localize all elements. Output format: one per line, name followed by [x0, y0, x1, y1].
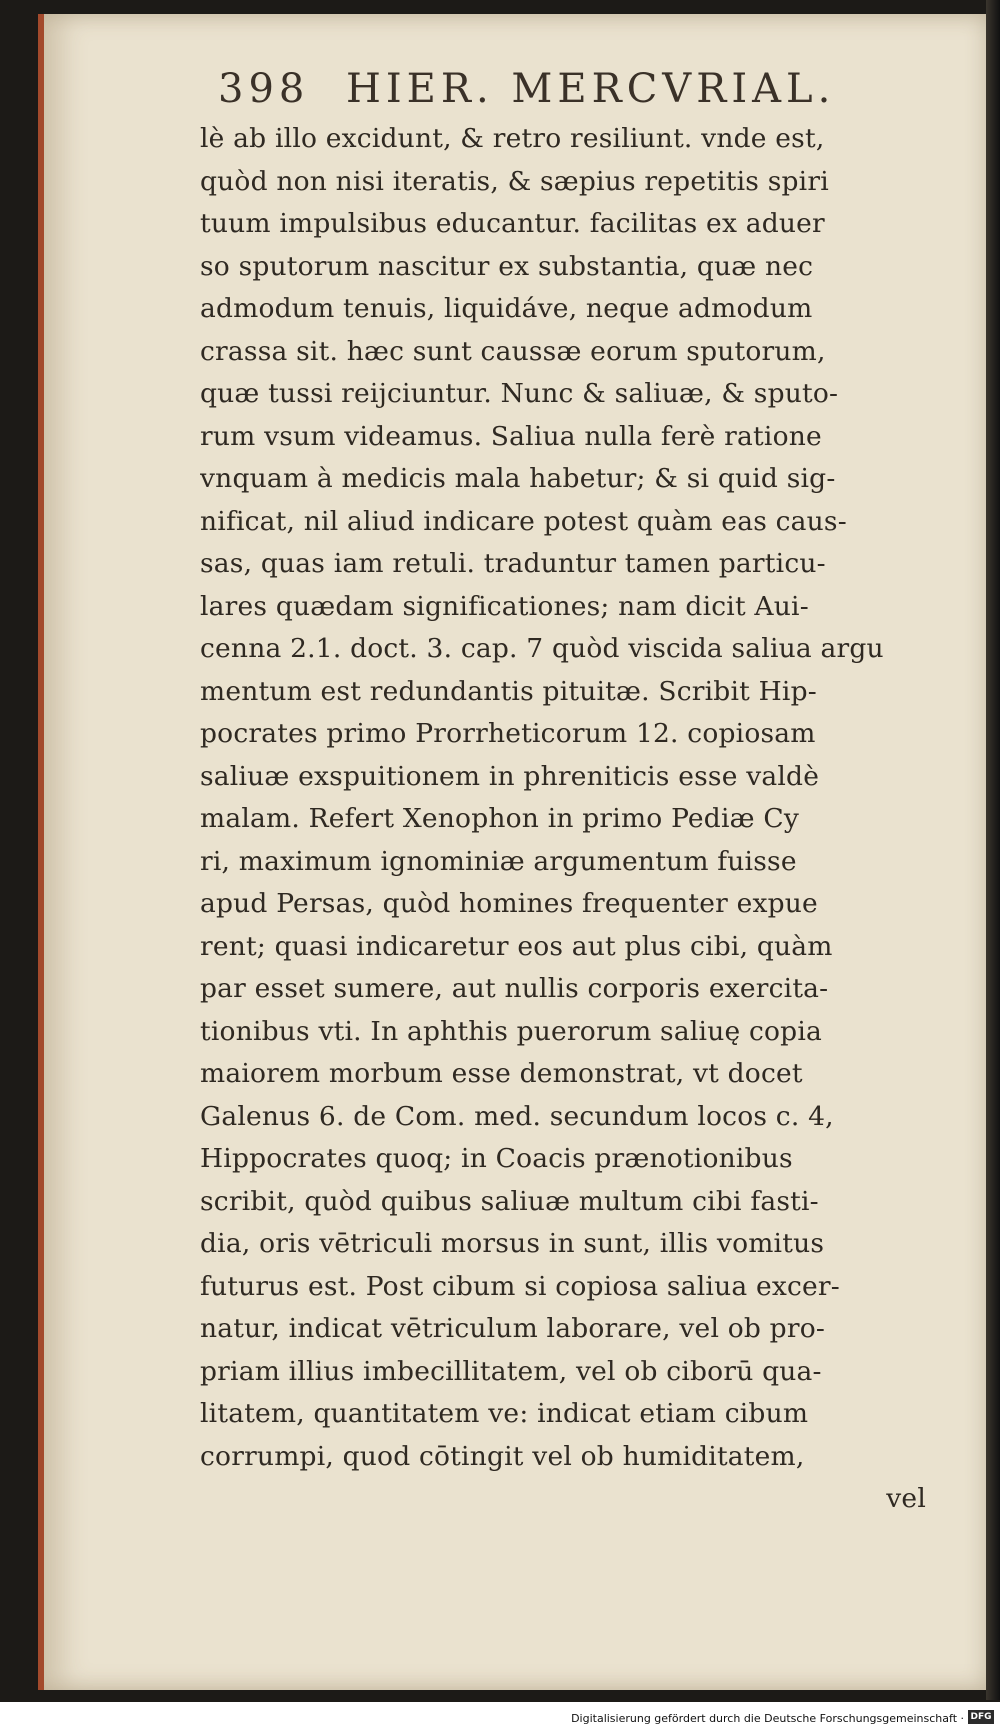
text-line: ri, maximum ignominiæ argumentum fuisse — [200, 845, 797, 877]
text-line: lares quædam significationes; nam dicit Aui- — [200, 590, 809, 622]
text-line: par esset sumere, aut nullis corporis exercita- — [200, 973, 829, 1004]
text-line: natur, indicat vētriculum laborare, vel ob pro- — [200, 1313, 826, 1344]
text-line: corrumpi, quod cōtingit vel ob humiditatem, — [200, 1440, 805, 1472]
text-line: saliuæ exspuitionem in phreniticis esse valdè — [200, 760, 820, 792]
text-line: nificat, nil aliud indicare potest quàm eas caus- — [200, 505, 847, 537]
text-line: quòd non nisi iteratis, & sæpius repetitis spiri — [200, 165, 829, 197]
text-line: vnquam à medicis mala habetur; & si quid sig- — [200, 463, 836, 494]
text-line: rent; quasi indicaretur eos aut plus cibi, quàm — [200, 930, 833, 962]
text-line: dia, oris vētriculi morsus in sunt, illis vomitus — [200, 1228, 825, 1259]
text-line: maiorem morbum esse demonstrat, vt docet — [200, 1058, 803, 1089]
text-line: tionibus vti. In aphthis puerorum saliuę copia — [200, 1015, 822, 1047]
text-line: mentum est redundantis pituitæ. Scribit Hip- — [200, 675, 817, 707]
text-line: sas, quas iam retuli. traduntur tamen particu- — [200, 548, 826, 579]
text-line: cenna 2.1. doct. 3. cap. 7 quòd viscida saliua argu — [200, 633, 884, 664]
text-line: tuum impulsibus educantur. facilitas ex aduer — [200, 208, 825, 239]
text-line: admodum tenuis, liquidáve, neque admodum — [200, 293, 813, 324]
text-line: malam. Refert Xenophon in primo Pediæ Cy — [200, 803, 800, 834]
text-line: rum vsum videamus. Saliua nulla ferè ratione — [200, 420, 822, 452]
text-line: quæ tussi reijciuntur. Nunc & saliuæ, & sputo- — [200, 378, 839, 409]
text-line: pocrates primo Prorrheticorum 12. copiosam — [200, 718, 816, 749]
catchword: vel — [886, 1483, 926, 1514]
text-line: apud Persas, quòd homines frequenter expue — [200, 888, 818, 919]
dfg-logo: DFG — [968, 1710, 994, 1724]
page-number: 398 — [218, 66, 310, 112]
running-title: HIER. MERCVRIAL. — [346, 66, 836, 112]
digitization-credit: Digitalisierung gefördert durch die Deutsche Forschungsgemeinschaft · — [571, 1712, 964, 1725]
text-line: Galenus 6. de Com. med. secundum locos c. 4, — [200, 1100, 834, 1132]
text-line: lè ab illo excidunt, & retro resiliunt. vnde est, — [200, 123, 825, 154]
text-line: priam illius imbecillitatem, vel ob ciborū qua- — [200, 1355, 822, 1387]
page-edge-shadow — [986, 0, 1000, 1700]
page-header — [218, 66, 878, 110]
text-line: scribit, quòd quibus saliuæ multum cibi fasti- — [200, 1185, 819, 1217]
text-line: litatem, quantitatem ve: indicat etiam cibum — [200, 1398, 809, 1429]
text-line: Hippocrates quoq; in Coacis prænotionibus — [200, 1143, 793, 1174]
body-text — [200, 118, 940, 1521]
text-line: futurus est. Post cibum si copiosa saliua excer- — [200, 1270, 840, 1302]
text-line: crassa sit. hæc sunt caussæ eorum sputorum, — [200, 335, 826, 367]
text-line: so sputorum nascitur ex substantia, quæ nec — [200, 250, 814, 282]
